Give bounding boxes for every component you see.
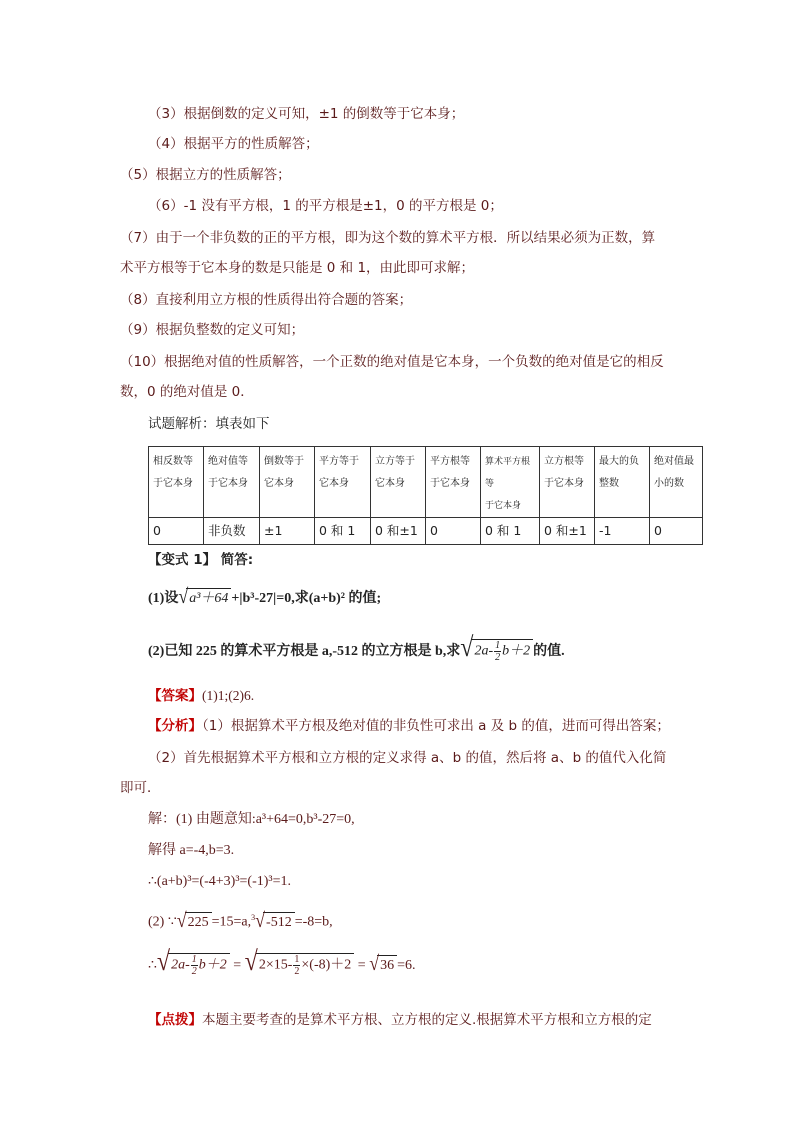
table-cell: 0: [650, 518, 703, 545]
text-line-9: （9）根据负整数的定义可知；: [120, 322, 305, 338]
variant-title: 【变式 1】 简答:: [148, 552, 254, 568]
table-header-cell: 平方根等 于它本身: [426, 447, 481, 518]
question-2-radicand: 2a- $\frac{1}{2}$ b＋2: [471, 639, 533, 663]
sqrt-sign-icon: √: [176, 908, 187, 932]
table-cell: 0 和 1: [481, 518, 540, 545]
table-header-cell: 算术平方根等 于它本身: [481, 447, 540, 518]
question-1-rest: +|b³-27|=0,求(a+b)² 的值;: [231, 591, 382, 606]
analysis-title: 试题解析：填表如下: [148, 416, 270, 432]
text-line-3: （3）根据倒数的定义可知，±1 的倒数等于它本身；: [148, 106, 465, 122]
sqrt-sign-icon: √: [369, 951, 380, 975]
text-line-4: （4）根据平方的性质解答；: [148, 136, 319, 152]
table-header-row: [149, 447, 703, 518]
analysis-label: 【分析】: [148, 718, 202, 734]
table-cell: ±1: [260, 518, 315, 545]
tip-label: 【点拨】: [148, 1012, 202, 1028]
solution-line-4: (2) ∵√225 =15=a,$^3$√-512 =-8=b,: [148, 908, 333, 932]
table-cell: 0 和±1: [371, 518, 426, 545]
solution-line-3: ∴(a+b)³=(-4+3)³=(-1)³=1.: [148, 874, 291, 889]
table-cell: 0 和±1: [540, 518, 595, 545]
text-line-7b: 术平方根等于它本身的数是只能是 0 和 1，由此即可求解；: [120, 260, 475, 276]
table-header-cell: 绝对值最 小的数: [650, 447, 703, 518]
table-header-cell: 倒数等于 它本身: [260, 447, 315, 518]
table-cell: 0: [426, 518, 481, 545]
tip-line: 【点拨】本题主要考查的是算术平方根、立方根的定义.根据算术平方根和立方根的定: [148, 1012, 652, 1028]
solution-line-1: 解：(1) 由题意知:a³+64=0,b³-27=0,: [148, 812, 355, 827]
question-1-radicand: a³＋64: [186, 588, 231, 609]
analysis-line-3: 即可．: [120, 780, 161, 796]
answer-table: [148, 446, 703, 545]
table-header-cell: 平方等于 它本身: [315, 447, 371, 518]
table-header-cell: 最大的负 整数: [595, 447, 650, 518]
question-2-suffix: 的值.: [533, 644, 565, 659]
question-2-prefix: (2)已知 225 的算术平方根是 a,-512 的立方根是 b,求: [148, 644, 461, 659]
question-1-prefix: (1)设: [148, 591, 179, 606]
text-line-8: （8）直接利用立方根的性质得出符合题的答案；: [120, 292, 413, 308]
text-line-7a: （7）由于一个非负数的正的平方根，即为这个数的算术平方根．所以结果必须为正数，算: [120, 230, 656, 246]
table-header-cell: 绝对值等 于它本身: [204, 447, 260, 518]
table-header-cell: 立方根等 于它本身: [540, 447, 595, 518]
answer-text: (1)1;(2)6.: [202, 688, 255, 703]
question-2: [148, 633, 565, 664]
analysis-line-2: （2）首先根据算术平方根和立方根的定义求得 a、b 的值，然后将 a、b 的值代入化简: [148, 750, 667, 766]
table-cell: 0: [149, 518, 204, 545]
cube-root-sign-icon: √: [255, 908, 266, 932]
sqrt-sign-icon: √: [460, 633, 474, 663]
answer-label: 【答案】: [148, 688, 202, 704]
question-1: [148, 586, 381, 609]
table-cell: 0 和 1: [315, 518, 371, 545]
sqrt-sign-icon: √: [178, 584, 189, 608]
table-cell: 非负数: [204, 518, 260, 545]
sqrt-sign-icon: √: [156, 947, 171, 977]
analysis-line-1: 【分析】（1）根据算术平方根及绝对值的非负性可求出 a 及 b 的值，进而可得出答案；: [148, 718, 670, 734]
text-line-6: （6）-1 没有平方根，1 的平方根是±1，0 的平方根是 0；: [148, 198, 503, 214]
text-line-10b: 数，0 的绝对值是 0．: [120, 384, 254, 400]
text-line-5: （5）根据立方的性质解答；: [120, 167, 291, 183]
sqrt-sign-icon: √: [244, 947, 258, 977]
solution-line-2: 解得 a=-4,b=3.: [148, 843, 235, 858]
table-header-cell: 相反数等 于它本身: [149, 447, 204, 518]
table-header-cell: 立方等于 它本身: [371, 447, 426, 518]
table-value-row: [149, 518, 703, 545]
text-line-10a: （10）根据绝对值的性质解答，一个正数的绝对值是它本身，一个负数的绝对值是它的相反: [120, 354, 664, 370]
answer-line: [148, 686, 254, 706]
table-cell: -1: [595, 518, 650, 545]
solution-line-5: ∴√2a- $\frac{1}{2}$ b＋2 = √2×15- $\frac{1}{2}$ ×(-8)＋2 = √36 =6.: [148, 947, 416, 978]
